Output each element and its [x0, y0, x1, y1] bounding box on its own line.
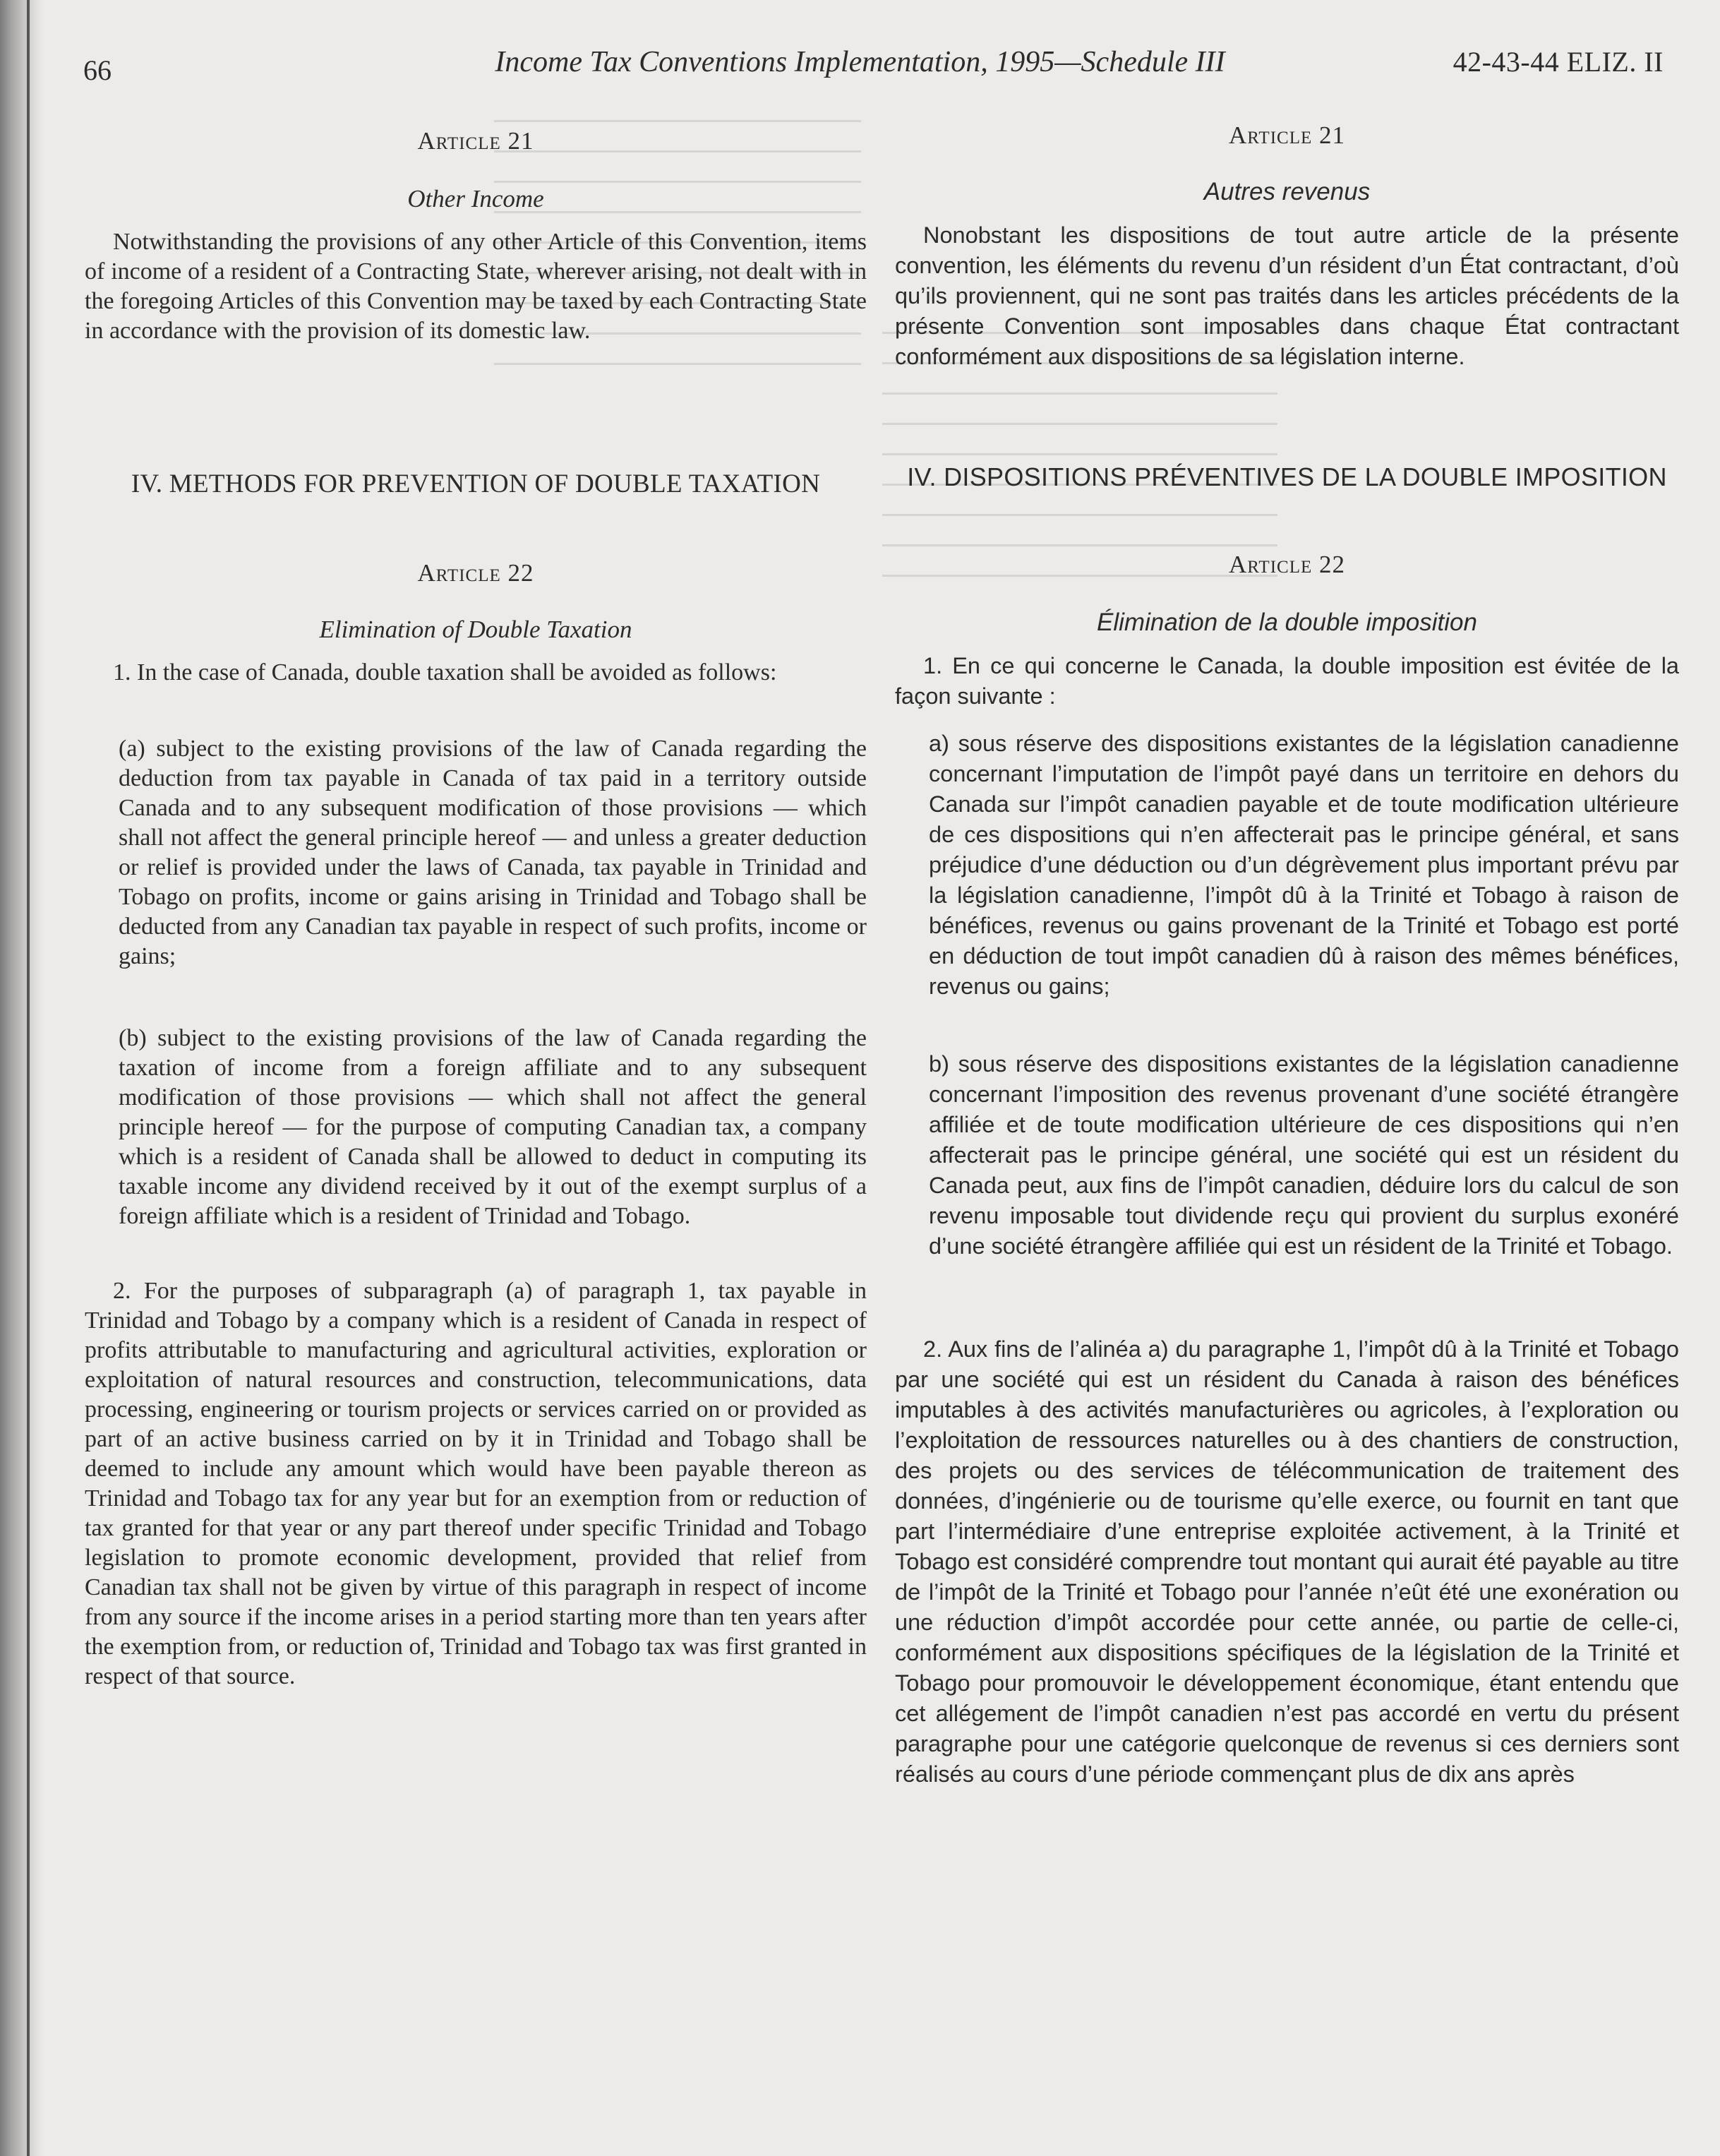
article-21-heading-fr: Article 21	[1228, 121, 1345, 149]
article-21-title: Other Income	[407, 185, 544, 212]
article-22-title: Elimination of Double Taxation	[319, 616, 632, 643]
subparagraph-a-fr: a) sous réserve des dispositions existantes de la législation canadienne concernant l’imputation de l’impôt payé dans un territoire en dehors du Canada sur l’impôt canadien payable et de toute modification ultérieure de ces dispositions qui n’en affecterait pas le principe général, et sans préjudice d’une déduction ou d’un dégrèvement plus important prévu par la législation canadienne, l’impôt dû à la Trinité et Tobago à raison de bénéfices, revenus ou gains provenant de la Trinité et Tobago est porté en déduction de tout impôt canadien dû à raison des mêmes bénéfices, revenus ou gains;	[929, 731, 1679, 999]
statute-reference: 42-43-44 ELIZ. II	[1453, 46, 1664, 78]
page-number: 66	[83, 54, 112, 86]
article-21-heading: Article 21	[417, 127, 534, 155]
subparagraph-a: (a) subject to the existing provisions of the law of Canada regarding the deduction from tax payable in Canada of tax paid in a territory outside Canada and to any subsequent modification of those provisions — which shall not affect the general principle hereof — and unless a greater deduction or relief is provided under the laws of Canada, tax payable in Trinidad and Tobago on profits, income or gains arising in Trinidad and Tobago shall be deducted from any Canadian tax payable in respect of such profits, income or gains;	[119, 736, 867, 969]
article-21-text-fr: Nonobstant les dispositions de tout autre article de la présente convention, les éléments du revenu d’un résident d’un État contractant, d’où qu’ils proviennent, qui ne sont pas traités dans les articles précédents de la présente Convention sont imposables dans chaque État contractant conformément aux dispositions de sa législation interne.	[895, 222, 1679, 369]
article-21-text: Notwithstanding the provisions of any other Article of this Convention, items of income of a resident of a Contracting State, wherever arising, not dealt with in the foregoing Articles of this Convention may be taxed by each Contracting State in accordance with the provision of its domestic law.	[85, 229, 867, 344]
binding-edge	[27, 0, 30, 2156]
book-binding-shadow	[0, 0, 44, 2156]
paragraph-2: 2. For the purposes of subparagraph (a) of paragraph 1, tax payable in Trinidad and Tobago by a company which is a resident of Canada in respect of profits attributable to manufacturing and agricultural activities, exploration or exploitation of natural resources and construction, telecommunications, data processing, engineering or tourism projects or services carried on or provided as part of an active business carried on by it in Trinidad and Tobago shall be deemed to include any amount which would have been payable thereon as Trinidad and Tobago tax for any year but for an exemption from or reduction of tax granted for that year or any part thereof under specific Trinidad and Tobago legislation to promote economic development, provided that relief from Canadian tax shall not be given by virtue of this paragraph in respect of income from any source if the income arises in a period starting more than ten years after the exemption from, or reduction of, Trinidad and Tobago tax was first granted in respect of that source.	[85, 1278, 867, 1689]
running-title: Income Tax Conventions Implementation, 1995—Schedule III	[495, 46, 1225, 78]
paragraph-1-fr: 1. En ce qui concerne le Canada, la double imposition est évitée de la façon suivante :	[895, 653, 1679, 709]
article-21-title-fr: Autres revenus	[1203, 178, 1371, 205]
article-22-heading: Article 22	[417, 559, 534, 587]
section-iv-heading: IV. METHODS FOR PREVENTION OF DOUBLE TAXATION	[131, 469, 821, 498]
subparagraph-b-fr: b) sous réserve des dispositions existantes de la législation canadienne concernant l’imposition des revenus provenant d’une société étrangère affiliée et de toute modification ultérieure de ces dispositions qui n’en affecterait pas le principe général, une société qui est un résident du Canada peut, aux fins de l’impôt canadien, déduire lors du calcul de son revenu imposable tout dividende reçu qui provient du surplus exonéré d’une société étrangère affiliée qui est un résident de la Trinité et Tobago.	[929, 1051, 1679, 1259]
subparagraph-b: (b) subject to the existing provisions of the law of Canada regarding the taxation of income from a foreign affiliate and to any subsequent modification of those provisions — which shall not affect the general principle hereof — for the purpose of computing Canadian tax, a company which is a resident of Canada shall be allowed to deduct in computing its taxable income any dividend received by it out of the exempt surplus of a foreign affiliate which is a resident of Trinidad and Tobago.	[119, 1025, 867, 1229]
article-22-title-fr: Élimination de la double imposition	[1097, 609, 1477, 636]
section-iv-heading-fr: IV. DISPOSITIONS PRÉVENTIVES DE LA DOUBLE IMPOSITION	[907, 462, 1667, 491]
article-22-heading-fr: Article 22	[1228, 551, 1345, 578]
paragraph-1: 1. In the case of Canada, double taxation shall be avoided as follows:	[113, 659, 777, 685]
running-head	[0, 45, 1720, 88]
paragraph-2-fr: 2. Aux fins de l’alinéa a) du paragraphe 1, l’impôt dû à la Trinité et Tobago par une société qui est un résident du Canada à raison des bénéfices imputables à des activités manufacturières ou agricoles, à l’exploration ou l’exploitation de ressources naturelles ou à des chantiers de construction, des projets ou des services de télécommunication de traitement des données, d’ingénierie ou de tourisme qu’elle exerce, ou fournit en tant que part l’intermédiaire d’une entreprise exploitée activement, à la Trinité et Tobago est considéré comprendre tout montant qui aurait été payable au titre de l’impôt de la Trinité et Tobago pour l’année n’eût été une exonération ou une réduction d’impôt accordée pour cette année, ou partie de celle-ci, conformément aux dispositions spécifiques de la législation de la Trinité et Tobago pour promouvoir le développement économique, étant entendu que cet allégement de l’impôt canadien n’est pas accordé en vertu du présent paragraphe pour une catégorie quelconque de revenus si ces derniers sont réalisés au cours d’une période commençant plus de dix ans après	[895, 1336, 1679, 1787]
